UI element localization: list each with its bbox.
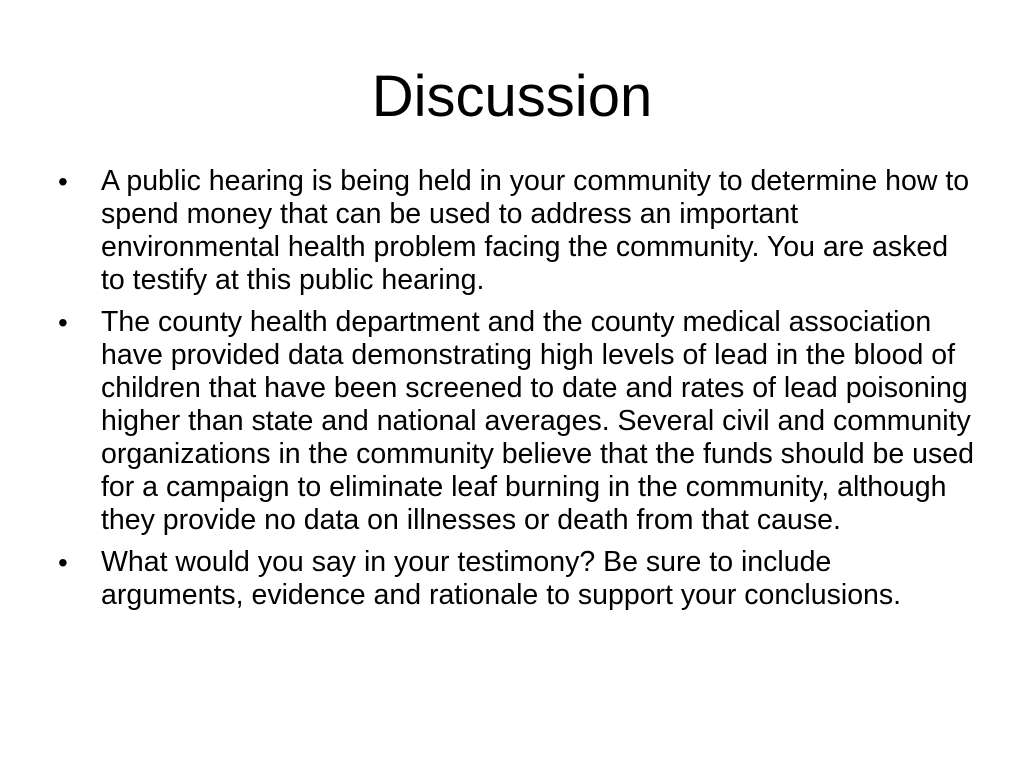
slide-title: Discussion — [371, 64, 653, 129]
bullet-icon: • — [58, 307, 68, 338]
bullet-list — [58, 165, 978, 621]
bullet-item — [58, 306, 978, 537]
bullet-icon: • — [58, 166, 68, 197]
bullet-text: The county health department and the county medical association have provided data demonstrating high levels of lead in the blood of children that have been screened to date and rates of lead poisoning higher than state and national averages. Several civil and community organizations in the community believe that the funds should be used for a campaign to eliminate leaf burning in the community, although they provide no data on illnesses or death from that cause. — [101, 306, 974, 536]
bullet-text: A public hearing is being held in your community to determine how to spend money that can be used to address an important environmental health problem facing the community. You are asked to testify at this public hearing. — [101, 165, 970, 296]
bullet-item — [58, 546, 978, 612]
bullet-icon: • — [58, 547, 68, 578]
bullet-item — [58, 165, 978, 297]
bullet-text: What would you say in your testimony? Be sure to include arguments, evidence and rationale to support your conclusions. — [101, 546, 902, 611]
